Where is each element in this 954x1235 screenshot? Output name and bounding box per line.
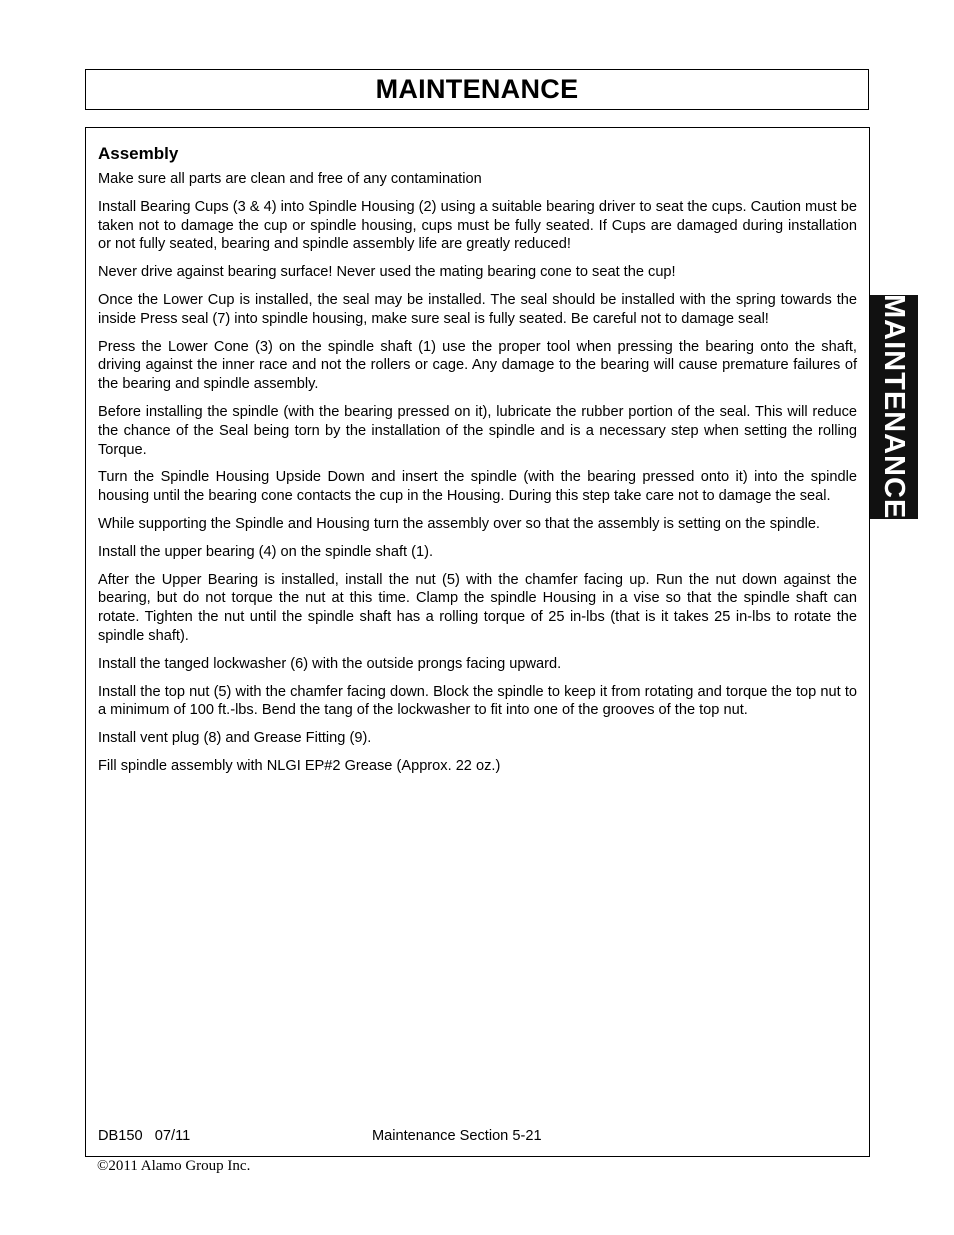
paragraph: Make sure all parts are clean and free of any contamination	[98, 171, 482, 187]
paragraph: While supporting the Spindle and Housing turn the assembly over so that the assembly is setting on the spindle.	[98, 515, 820, 532]
section-side-tab	[869, 295, 918, 519]
paragraph: Once the Lower Cup is installed, the seal may be installed. The seal should be installed with the spring towards the inside Press seal (7) into spindle housing, make sure seal is fully seated. Be careful not to damage seal!	[98, 291, 857, 327]
paragraph: Install the tanged lockwasher (6) with the outside prongs facing upward.	[98, 655, 562, 672]
footer-page-label: Maintenance Section 5-21	[372, 1128, 542, 1144]
side-tab-label: MAINTENANCE	[878, 294, 910, 520]
copyright-notice: ©2011 Alamo Group Inc.	[97, 1158, 251, 1174]
paragraph: Install the top nut (5) with the chamfer facing down. Block the spindle to keep it from rotating and torque the top nut to a minimum of 100 ft.-lbs. Bend the tang of the lockwasher to fit into one of the grooves of the top nut.	[98, 683, 857, 719]
paragraph: Turn the Spindle Housing Upside Down and insert the spindle (with the bearing pressed onto it) into the spindle housing until the bearing cone contacts the cup in the Housing. During this step take care not to damage the seal.	[98, 469, 857, 505]
header-box	[85, 69, 869, 110]
footer-doc-id: DB150 07/11	[98, 1128, 191, 1144]
paragraph: Fill spindle assembly with NLGI EP#2 Grease (Approx. 22 oz.)	[98, 757, 501, 774]
paragraph: Never drive against bearing surface! Never used the mating bearing cone to seat the cup!	[98, 264, 676, 281]
page-title: MAINTENANCE	[375, 74, 579, 104]
body-text	[98, 170, 857, 785]
paragraph: Press the Lower Cone (3) on the spindle shaft (1) use the proper tool when pressing the bearing onto the shaft, driving against the inner race and not the rollers or cage. Any damage to the bearing will cause premature failures of the bearing and spindle assembly.	[98, 338, 857, 393]
paragraph: After the Upper Bearing is installed, install the nut (5) with the chamfer facing up. Run the nut down against the bearing, but do not torque the nut at this time. Clamp the spindle Housing in a vise so that the spindle shaft can rotate. Tighten the nut until the spindle shaft has a rolling torque of 25 in-lbs (that is it takes 25 in-lbs to rotate the spindle shaft).	[98, 571, 857, 644]
content-box	[85, 127, 870, 1157]
section-heading: Assembly	[98, 144, 179, 163]
paragraph: Install Bearing Cups (3 & 4) into Spindle Housing (2) using a suitable bearing driver to seat the cups. Caution must be taken not to damage the cup or spindle housing, cups must be fully seated. If Cups are damaged during installation or not fully seated, bearing and spindle assembly life are greatly reduced!	[98, 198, 857, 253]
paragraph: Before installing the spindle (with the bearing pressed on it), lubricate the rubber portion of the seal. This will reduce the chance of the Seal being torn by the installation of the spindle and is a necessary step when setting the rolling Torque.	[98, 403, 857, 458]
paragraph: Install the upper bearing (4) on the spindle shaft (1).	[98, 543, 434, 560]
paragraph: Install vent plug (8) and Grease Fitting (9).	[98, 730, 372, 747]
